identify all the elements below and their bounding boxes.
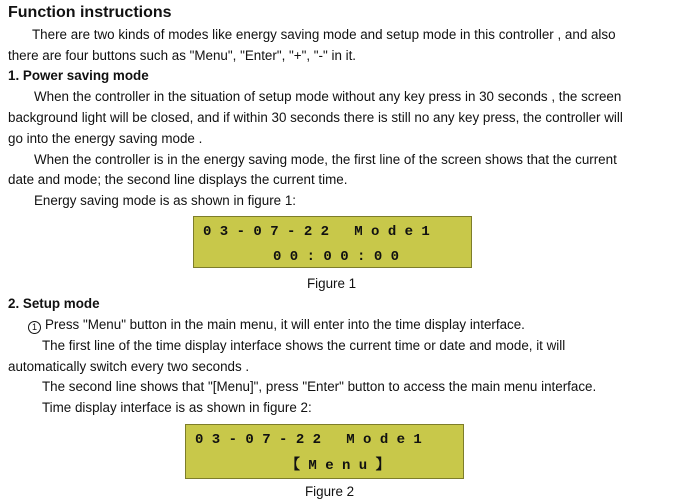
circled-number-1-icon: 1 [28,321,41,334]
s2-step-1-text: Press "Menu" button in the main menu, it will enter into the time display interface. [45,317,525,332]
s2-para3: Time display interface is as shown in figure 2: [42,400,312,415]
s1-para2-line-1: When the controller is in the energy saving mode, the first line of the screen shows that the current [34,152,617,167]
lcd-figure-2 [185,424,464,479]
s1-para2-line-2: date and mode; the second line displays the current time. [8,172,348,187]
s2-step-1 [28,317,525,334]
lcd1-row-1: 0 3 - 0 7 - 2 2 M o d e 1 [203,224,430,240]
section-1-heading: 1. Power saving mode [8,68,149,83]
intro-line-2: there are four buttons such as "Menu", "Enter", "+", "-" in it. [8,48,357,63]
s2-para1-line-1: The first line of the time display interface shows the current time or date and mode, it will [42,338,566,353]
lcd2-row-2: 【 M e n u 】 [286,458,390,474]
s1-para1-line-1: When the controller in the situation of setup mode without any key press in 30 seconds , the screen [34,89,622,104]
s1-para3: Energy saving mode is as shown in figure 1: [34,193,297,208]
lcd-figure-1 [193,216,472,268]
section-2-heading: 2. Setup mode [8,296,100,311]
page-title: Function instructions [8,4,172,21]
s2-para1-line-2: automatically switch every two seconds . [8,359,250,374]
intro-line-1: There are two kinds of modes like energy saving mode and setup mode in this controller , and also [32,27,616,42]
s1-para1-line-3: go into the energy saving mode . [8,131,203,146]
figure-1-caption: Figure 1 [307,276,357,291]
lcd2-row-1: 0 3 - 0 7 - 2 2 M o d e 1 [195,432,422,448]
lcd1-row-2: 0 0 : 0 0 : 0 0 [273,249,400,265]
figure-2-caption: Figure 2 [305,484,355,499]
s1-para1-line-2: background light will be closed, and if within 30 seconds there is still no any key press, the controller will [8,110,623,125]
s2-para2: The second line shows that "[Menu]", press "Enter" button to access the main menu interface. [42,379,597,394]
